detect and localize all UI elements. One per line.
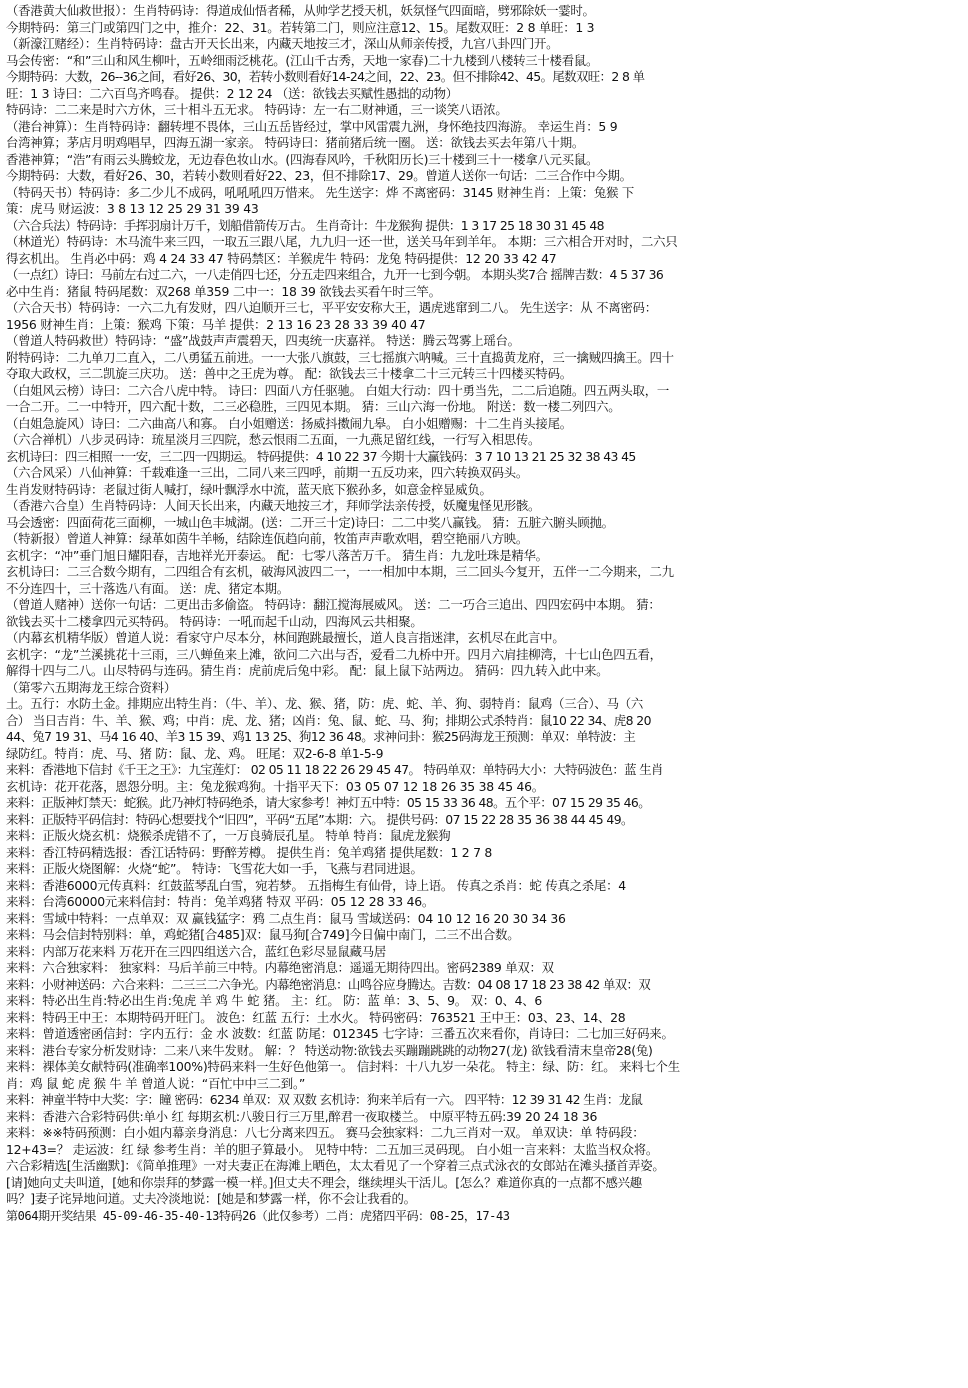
text-line: 台湾神算；茅店月明鸡唱早，四海五湖一家亲。 特码诗曰：猪前猪后统一圈。 送：欲钱去买去年第八十期。 — [6, 135, 584, 150]
text-line: （特码天书）特码诗：多二少儿不成码，吼吼吼四万惜来。 先生送字：烨 不离密码：3145 财神生肖：上策：兔猴 下 — [6, 184, 635, 200]
text-line: 策：虎马 财运波：3 8 13 12 25 29 31 39 43 — [6, 201, 259, 216]
text-line: 生肖发财特码诗：老鼠过街人喊打，绿叶飘浮水中流，蓝天底下猴孙多，如意金梓显威负。 — [6, 481, 492, 497]
text-line: 土。五行：水防土金。排期应出特生肖：（牛、羊）、龙、猴、猪，防：虎、蛇、羊、狗、弱特肖：鼠鸡（三合）、马（六 — [6, 696, 643, 711]
text-line: 来料：内部万花来料 万花开在三四四组送六合，蓝红色彩尽显鼠藏马居 — [6, 943, 387, 959]
text-line: 44、兔7 19 31、马4 16 40、羊3 15 39、鸡1 13 25、狗12 36 48。求神问卦：猴25码海龙王预测：单双：单特波：主 — [6, 729, 636, 744]
text-line: 香港神算；“浩”有雨云头腾蛟龙，无边春色妆山水。(四海春风吟，千秋阳历长)三十楼到三十一楼拿八元买鼠。 — [6, 151, 599, 167]
text-line: 来料：港台专家分析发财诗：二来八来牛发财。 解：？ 特送动物:欲钱去买蹦蹦跳跳的动物27(龙) 欲钱看清末皇帝28(兔) — [6, 1042, 653, 1058]
text-line: （第零六五期海龙王综合资料） — [6, 679, 176, 695]
text-line: 来料：台湾60000元来料信封：特肖：兔羊鸡猪 特双 平码：05 12 28 33 46。 — [6, 894, 435, 909]
text-line: 来料：正版火烧图解：火烧“蛇”。 特诗：飞雪花大如一手，飞燕与君同进退。 — [6, 861, 423, 876]
text-line: 来料：香港6000元传真料：红鼓蓝琴乱白雪，宛若梦。 五指梅生有仙骨，诗上语。 传真之杀肖：蛇 传真之杀尾：4 — [6, 877, 626, 893]
text-line: 来料：香港六合彩特码供:单小 红 每期玄机:八骏日行三万里,醉君一夜取楼兰。 中原平特五码:39 20 24 18 36 — [6, 1108, 598, 1124]
text-line: 一合二开。二一中特开，四六配十数，二三必稳胜，三四见本期。 猜：三山六海一份地。 附送：数一楼二列四六。 — [6, 399, 621, 414]
text-line: 来料：香江特码精选报：香江话特码：野醉芳樽。 提供生肖：兔羊鸡猪 提供尾数：1 2 7 8 — [6, 844, 493, 860]
text-line: 来料：六合独家料： 独家料：马后羊前三中特。内幕绝密消息：遥遥无期待四出。密码2389 单双：双 — [6, 960, 554, 975]
text-line: 得玄机出。 生肖必中码：鸡 4 24 33 47 特码禁区：羊猴虎牛 特码：龙兔 特码提供：12 20 33 42 47 — [6, 250, 557, 266]
text-line: 玄机字：“龙”兰溪挑花十三雨，三八蝉鱼来上滩，欲问二六出与否，爱看二九桥中开。四月六肩挂柳湾，十七山色四五看， — [6, 646, 662, 662]
text-line: 来料：裸体美女献特码(准确率100%)特码来料一生好色他第一。 信封料：十八九岁一朵花。 特主：绿、防：红。 来料七个生 — [6, 1059, 680, 1074]
text-line: 来料：小财神送码：六合来料：二三三二六争光。内幕绝密消息：山鸣谷应身腾达。吉数：04 08 17 18 23 38 42 单双：双 — [6, 976, 651, 992]
text-line: 欲钱去买十二楼拿四元买特码。 特码诗：一吼而起千山动，四海风云共相聚。 — [6, 613, 423, 629]
text-line: （内幕玄机精华版）曾道人说：看家守户尽本分，林间跑跳最擅长，道人良言指迷津，玄机尽在此言中。 — [6, 630, 565, 645]
text-line: （香港黄大仙救世报）：生肖特码诗：得道成仙悟者稀，从帅学艺授天机，妖氛怪气四面暗，劈邪除妖一霎时。 — [6, 3, 595, 18]
text-line: 合） 当日吉肖：牛、羊、猴、鸡；中肖：虎、龙、猪；凶肖：兔、鼠、蛇、马、狗；排期公式杀特肖：鼠10 22 34、虎8 20 — [6, 712, 651, 728]
text-line: （特新报）曾道人神算：绿革如茵牛羊畅，结除连佤趋向前，牧笛声声歌欢唱，碧空艳丽八方映。 — [6, 531, 529, 546]
text-line: 来料：正版火烧玄机：烧猴杀虎错不了，一万良骑辰孔星。 特单 特肖：鼠虎龙猴狗 — [6, 828, 451, 843]
text-line: 吗？]妻子诧异地问道。丈夫冷淡地说：[她是和梦露一样，你不会让我看的。 — [6, 1191, 416, 1206]
text-line: 来料：正版特平码信封：特码心想要找个“旧四”，平码“五尾”本期：六。 提供号码：07 15 22 28 35 36 38 44 45 49。 — [6, 811, 633, 827]
text-line: 玄机诗曰：四三相照一一安，三二四一四期运。 特码提供：4 10 22 37 今期十大赢钱码：3 7 10 13 21 25 32 38 43 45 — [6, 448, 636, 464]
text-line: （曾道人特码救世）特码诗：“盛”战鼓声声震碧天，四夷统一庆嘉祥。 特送：腾云驾雾上瑶台。 — [6, 333, 520, 348]
text-line: 马会传密：“和”三山和风生柳叶，五岭细雨泛桃花。(江山千古秀，天地一家春)二十九楼到八楼转三十楼看鼠。 — [6, 52, 599, 68]
text-line: 来料：特码王中王：本期特码开旺门。 波色：红蓝 五行：土水火。 特码密码：763521 王中王：03、23、14、28 — [6, 1009, 626, 1025]
text-line: （香港六合皇）生肖特码诗：人间天长出来，内藏天地按三才，拜师学法亲传授，妖魔鬼怪见形骸。 — [6, 498, 541, 513]
text-line: 来料：※※特码预测：白小姐内幕亲身消息：八七分离来四五。 赛马会独家料：二九三肖对一双。 单双诀：单 特码段： — [6, 1125, 645, 1140]
text-line: （新濠江赌经）：生肖特码诗：盘古开天长出来，内藏天地按三才，深山从师亲传授，九宫八卦四门开。 — [6, 36, 559, 51]
text-line: 来料：特必出生肖:特必出生肖:兔虎 羊 鸡 牛 蛇 猪。 主：红。 防：蓝 单：3、5、9。 双：0、4、6 — [6, 993, 543, 1008]
text-line: 绿防红。特肖：虎、马、猪 防：鼠、龙、鸡。 旺尾：双2-6-8 单1-5-9 — [6, 745, 384, 761]
text-line: （六合风采）八仙神算：千载难逢一三出，二同八来三四呼，前期一五反功来，四六转换双码头。 — [6, 465, 529, 480]
text-line: 特码诗：二二来是时六方休，三十相斗五无求。 特码诗：左一右二财神通，三一谈笑八语浓。 — [6, 102, 508, 117]
text-line: 来料：曾道透密函信封：字内五行：金 水 波数：红蓝 防尾：012345 七字诗：三番五次来看你，肖诗曰：二七加三好码来。 — [6, 1026, 674, 1041]
text-line: （一点红）诗曰：马前左右过二六，一八走俏四七还，分五走四来组合，九开一七到今朝。 本期头奖7合 摇牌吉数：4 5 37 36 — [6, 267, 664, 282]
text-line: （曾道人赌神）送你一句话：二更出击多偷盗。 特码诗：翻江搅海展威风。 送：二一巧合三追出、四四宏码中本期。 猜： — [6, 597, 661, 612]
text-line: （港台神算）：生肖特码诗：翻转埋不畏体，三山五岳皆经过，掌中风雷震九洲，身怀绝技四海游。 幸运生肖：5 9 — [6, 118, 618, 134]
text-line: （林道光）特码诗：木马流牛来三四，一取五三跟八尾，九九归一还一世，送关马年到羊年。 本期：三六相合开对时，二六只 — [6, 234, 678, 249]
text-line: 附特码诗：二九单刀二直入，二八勇猛五前进。一一大张八旗鼓，三七摇旗六呐喊。三十直捣黄龙府，三一擒贼四擒王。四十 — [6, 349, 674, 365]
text-line: （六合兵法）特码诗：手挥羽扇计万千，划船借箭传万古。 生肖奇计：牛龙猴狗 提供：1 3 17 25 18 30 31 45 48 — [6, 217, 604, 233]
draw-result-line: 第064期开奖结果 45-09-46-35-40-13特码26（此仅参考）二肖：虎猪四平码：08-25，17-43 — [6, 1208, 510, 1223]
text-line: 玄机字：“冲”垂门旭日耀阳春，吉地祥光开泰运。 配：七零八落苦万千。 猜生肖：九龙吐珠是精华。 — [6, 547, 548, 563]
text-line: 六合彩精选[生活幽默]：《简单推理》一对夫妻正在海滩上晒色，太太看见了一个穿着三点式泳衣的女郎站在滩头搔首弄姿。 — [6, 1158, 665, 1173]
text-line: 今期特码：第三门或第四门之中，推介：22、31。若转第二门，则应注意12、15。尾数双旺：2 8 单旺：1 3 — [6, 19, 595, 35]
text-line: 解得十四与二八。山尽特码与连码。猜生肖：虎前虎后兔中彩。 配：鼠上鼠下站两边。 猜码：四九转入此中来。 — [6, 663, 609, 678]
text-line: 12+43=？ 走运波：红 绿 参考生肖：羊的胆子算最小。 见特中特：二五加三灵码现。 白小姐一言来料：太监当权众将。 — [6, 1141, 658, 1157]
text-line: [请]她向丈夫叫道，[她和你崇拜的梦露一模一样。]但丈夫不理会，继续埋头干活儿。[怎么？难道你真的一点都不感兴趣 — [6, 1174, 642, 1190]
text-line: 来料：马会信封特别料：单，鸡蛇猪[合485]双：鼠马狗[合749]今日偏中南门，二三不出合数。 — [6, 927, 520, 942]
text-line: 玄机诗曰：二三合数今期有，二四组合有玄机，破海风波四二一，一一相加中本期，三二回头今复开，五伴一二今期来，二九 — [6, 564, 674, 579]
text-line: （白姐急旋风）诗曰：二六曲高八和寡。 白小姐赠送：扬威抖擞闹九皋。 白小姐赠赐：十二生肖头接尾。 — [6, 415, 572, 431]
text-line: 夺取大政权，三二凯旋三庆功。 送：兽中之王虎为尊。 配：欲钱去三十楼拿二十三元转三十四楼买特码。 — [6, 366, 572, 381]
text-line: 1956 财神生肖：上策：猴鸡 下策：马羊 提供：2 13 16 23 28 33 39 40 47 — [6, 316, 426, 332]
text-line: 玄机诗：花开花落，恩怨分明。主：兔龙猴鸡狗。十指平天下：03 05 07 12 18 26 35 38 45 46。 — [6, 778, 544, 794]
text-line: 马会透密：四面荷花三面柳，一城山色丰城湖。(送：二开三十定)诗曰：二二中奖八赢钱。 猜：五脏六腑头顾抛。 — [6, 514, 614, 530]
text-line: 来料：正版神灯禁天：蛇猴。此乃神灯特码绝杀，请大家参考！神灯五中特：05 15 33 36 48。五个平：07 15 29 35 46。 — [6, 795, 651, 810]
text-line: 必中生肖：猪鼠 特码尾数：双268 单359 二中一：18 39 欲钱去买看午时三竿。 — [6, 283, 441, 299]
text-line: 来料：雪域中特料：一点单双：双 赢钱猛字：鸦 二点生肖：鼠马 雪域送码：04 10 12 16 20 30 34 36 — [6, 910, 566, 926]
text-line: 旺：1 3 诗曰：二六百鸟齐鸣春。 提供：2 12 24 （送：欲钱去买赋性愚拙的动物） — [6, 85, 458, 101]
text-line: 今期特码：大数，看好26、30，若转小数则看好22、23，但不排除17、29。曾道人送你一句话：二三合作中今期。 — [6, 168, 632, 183]
text-line: 来料：香港地下信封《千王之王》：九宝莲灯： 02 05 11 18 22 26 29 45 47。 特码单双：单特码大小：大特码波色：蓝 生肖 — [6, 762, 663, 777]
text-line: 不分连四十，三十落选八有面。 送：虎、猪定本期。 — [6, 580, 289, 596]
text-line: （白姐风云榜）诗曰：二六合八虎中特。 诗曰：四面八方任驱驰。 白姐大行动：四十勇当先，二二后追随。四五两头取，一 — [6, 382, 669, 398]
text-line: 今期特码：大数，26--36之间，看好26、30，若转小数则看好14-24之间，22、23。但不排除42、45。尾数双旺：2 8 单 — [6, 69, 645, 84]
text-line: 来料：神童半特中大奖：字：瞳 密码：6234 单双：双 双数 玄机诗：狗来羊后有一六。 四平特：12 39 31 42 生肖：龙鼠 — [6, 1092, 643, 1107]
text-line: （六合禅机）八步灵码诗：琉星淡月三四院，愁云恨雨二五面，一九燕足留红线，一行写入相思传。 — [6, 432, 541, 447]
text-line: （六合天书）特码诗：一六二九有发财，四八迫顺开三七，平平安安称大王，遇虎逃窜到二八。 先生送字：从 不离密码： — [6, 300, 657, 315]
text-line: 肖：鸡 鼠 蛇 虎 猴 牛 羊 曾道人说：“百忙中中三二到。” — [6, 1075, 306, 1091]
